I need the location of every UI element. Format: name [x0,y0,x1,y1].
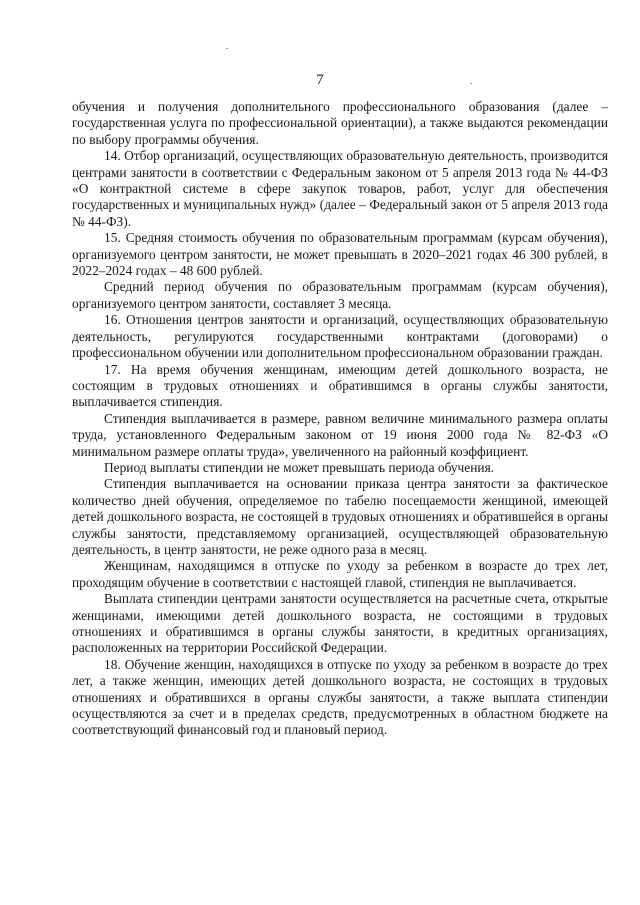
paragraph-17-stipend-basis: Стипендия выплачивается на основании приказа центра занятости за фактическое количество дней обучения, определяемое по табелю посещаемости женщиной, имеющей детей дошкольного возраста, не состоящей в трудовых отношениях и обратившейся в органы службы занятости, представляемому организацией, осуществляющей образовательную деятельность, в центр занятости, не реже одного раза в месяц. [72,476,608,557]
paragraph-17-stipend-payment: Выплата стипендии центрами занятости осуществляется на расчетные счета, открытые женщинами, имеющими детей дошкольного возраста, не состоящими в трудовых отношениях и обратившимся в органы службы занятости, в кредитных организациях, расположенных на территории Российской Федерации. [72,591,608,656]
scan-speck [226,48,228,49]
paragraph-17-stipend-period: Период выплаты стипендии не может превышать периода обучения. [104,459,495,475]
paragraph-17: 17. На время обучения женщинам, имеющим детей дошкольного возраста, не состоящим в трудовых отношениях и обратившимся в органы службы занятости, выплачивается стипендия. [72,361,608,410]
paragraph-continuation: обучения и получения дополнительного профессионального образования (далее – государственная услуга по профессиональной ориентации), а также выдаются рекомендации по выбору программы обучения. [72,99,608,147]
paragraph-17-stipend-amount: Стипендия выплачивается в размере, равном величине минимального размера оплаты труда, установленного Федеральным законом от 19 июня 2000 года № 82-ФЗ «О минимальном размере оплаты труда», увеличенного на районный коэффициент. [72,410,608,459]
page-number: 7 [316,72,324,88]
paragraph-16: 16. Отношения центров занятости и организаций, осуществляющих образовательную деятельность, регулируются государственными контрактами (договорами) о профессиональном обучении или дополнительном профессиональном образовании граждан. [72,312,608,361]
paragraph-15: 15. Средняя стоимость обучения по образовательным программам (курсам обучения), организуемого центром занятости, не может превышать в 2020–2021 годах 46 300 рублей, в 2022–2024 годах – 48 600 рублей. [72,230,608,279]
paragraph-14: 14. Отбор организаций, осуществляющих образовательную деятельность, производится центрами занятости в соответствии с Федеральным законом от 5 апреля 2013 года № 44-ФЗ «О контрактной системе в сфере закупок товаров, работ, услуг для обеспечения государственных и муниципальных нужд» (далее – Федеральный закон от 5 апреля 2013 года № 44-ФЗ). [72,148,608,229]
paragraph-18: 18. Обучение женщин, находящихся в отпуске по уходу за ребенком в возрасте до трех лет, а также женщин, имеющих детей дошкольного возраста, не состоящих в трудовых отношениях и обратившихся в органы службы занятости, а также выплата стипендии осуществляются за счет и в пределах средств, предусмотренных в областном бюджете на соответствующий финансовый год и плановый период. [72,656,608,738]
paragraph-15-average-period: Средний период обучения по образовательным программам (курсам обучения), организуемого центром занятости, составляет 3 месяца. [72,279,608,311]
paragraph-17-parental-leave: Женщинам, находящимся в отпуске по уходу за ребенком в возрасте до трех лет, проходящим обучение в соответствии с настоящей главой, стипендия не выплачивается. [72,558,608,590]
document-body [72,99,608,739]
